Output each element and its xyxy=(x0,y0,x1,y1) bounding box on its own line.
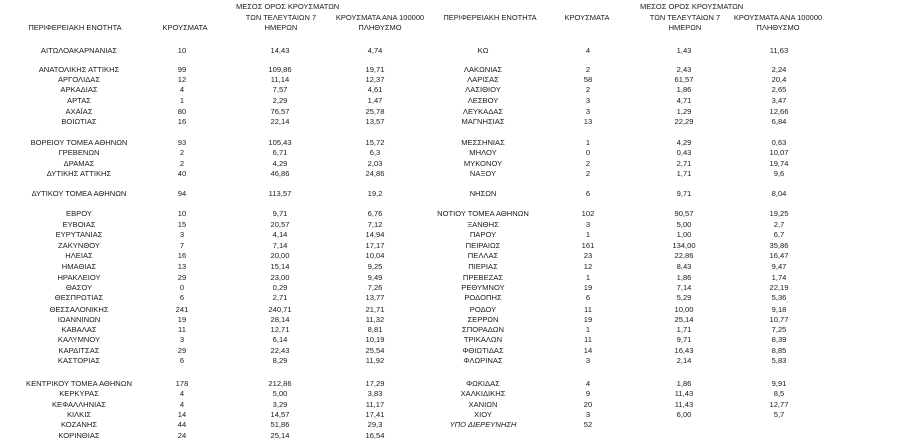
per-cell: 21,71 xyxy=(365,305,385,314)
per-cell: 1,74 xyxy=(771,273,787,282)
avg-cell: 22,29 xyxy=(674,117,694,126)
cases-cell: 14 xyxy=(177,410,187,419)
region-cell: ΕΒΡΟΥ xyxy=(66,209,92,218)
cases-cell: 80 xyxy=(177,107,187,116)
per-cell: 17,29 xyxy=(365,379,385,388)
per-cell: 1,47 xyxy=(367,96,383,105)
cases-cell: 1 xyxy=(585,325,591,334)
per-cell: 17,17 xyxy=(365,241,385,250)
cases-cell: 3 xyxy=(585,96,591,105)
header-cases-left: ΚΡΟΥΣΜΑΤΑ xyxy=(162,23,208,32)
cases-cell: 52 xyxy=(583,420,593,429)
per-cell: 5,83 xyxy=(771,356,787,365)
per-cell: 16,54 xyxy=(365,431,385,440)
avg-cell: 0,29 xyxy=(272,283,288,292)
per-cell: 6,7 xyxy=(773,230,785,239)
cases-cell: 161 xyxy=(581,241,595,250)
cases-cell: 3 xyxy=(179,230,185,239)
cases-cell: 6 xyxy=(585,189,591,198)
region-cell: ΛΕΣΒΟΥ xyxy=(467,96,499,105)
cases-cell: 7 xyxy=(179,241,185,250)
avg-cell: 1,86 xyxy=(676,273,692,282)
avg-cell: 22,86 xyxy=(674,251,694,260)
table-row xyxy=(0,292,900,303)
avg-cell: 0,43 xyxy=(676,148,692,157)
cases-cell: 2 xyxy=(585,65,591,74)
avg-cell: 11,43 xyxy=(674,389,694,398)
per-cell: 24,86 xyxy=(365,169,385,178)
avg-cell: 7,14 xyxy=(272,241,288,250)
cases-cell: 14 xyxy=(583,346,593,355)
table-row xyxy=(0,84,900,95)
region-cell: ΛΕΥΚΑΔΑΣ xyxy=(462,107,504,116)
per-cell: 9,6 xyxy=(773,169,785,178)
avg-cell: 23,00 xyxy=(270,273,290,282)
avg-cell: 22,43 xyxy=(270,346,290,355)
avg-cell: 2,29 xyxy=(272,96,288,105)
avg-cell: 105,43 xyxy=(268,138,292,147)
table-row xyxy=(0,250,900,261)
cases-cell: 19 xyxy=(583,315,593,324)
avg-cell: 2,14 xyxy=(676,356,692,365)
avg-cell: 1,71 xyxy=(676,325,692,334)
cases-cell: 11 xyxy=(584,305,592,314)
avg-cell: 28,14 xyxy=(270,315,290,324)
per-cell: 11,63 xyxy=(769,46,789,55)
region-cell: ΡΟΔΟΥ xyxy=(469,305,497,314)
per-cell: 6,84 xyxy=(771,117,787,126)
avg-cell: 7,14 xyxy=(676,283,692,292)
region-cell: ΝΟΤΙΟΥ ΤΟΜΕΑ ΑΘΗΝΩΝ xyxy=(437,209,529,218)
region-cell: ΗΡΑΚΛΕΙΟΥ xyxy=(57,273,101,282)
cases-cell: 3 xyxy=(585,410,591,419)
table-row xyxy=(0,116,900,127)
table-row xyxy=(0,229,900,240)
region-cell: ΗΜΑΘΙΑΣ xyxy=(61,262,97,271)
per-cell: 17,41 xyxy=(365,410,385,419)
cases-cell: 6 xyxy=(585,293,591,302)
cases-cell: 94 xyxy=(177,189,187,198)
per-cell: 9,91 xyxy=(771,379,787,388)
per-cell: 6,76 xyxy=(367,209,383,218)
table-row xyxy=(0,95,900,106)
avg-cell: 46,86 xyxy=(270,169,290,178)
cases-cell: 10 xyxy=(177,46,187,55)
per-cell: 12,37 xyxy=(365,75,385,84)
region-cell: ΚΕΝΤΡΙΚΟΥ ΤΟΜΕΑ ΑΘΗΝΩΝ xyxy=(26,379,132,388)
avg-cell: 2,43 xyxy=(676,65,692,74)
region-cell: ΦΛΩΡΙΝΑΣ xyxy=(463,356,503,365)
cases-cell: 2 xyxy=(179,148,185,157)
cases-cell: 1 xyxy=(585,138,591,147)
region-cell: ΞΑΝΘΗΣ xyxy=(467,220,499,229)
avg-cell: 1,86 xyxy=(676,379,692,388)
avg-cell: 25,14 xyxy=(674,315,694,324)
region-cell: ΠΕΛΛΑΣ xyxy=(467,251,499,260)
avg-cell: 2,71 xyxy=(676,159,692,168)
region-cell: ΝΗΣΩΝ xyxy=(469,189,497,198)
avg-cell: 212,86 xyxy=(268,379,292,388)
per-cell: 19,2 xyxy=(367,189,383,198)
region-cell: ΡΟΔΟΠΗΣ xyxy=(464,293,502,302)
per-cell: 11,32 xyxy=(365,315,385,324)
cases-cell: 29 xyxy=(177,346,187,355)
per-cell: 8,04 xyxy=(771,189,787,198)
avg-cell: 22,14 xyxy=(270,117,290,126)
cases-cell: 1 xyxy=(585,273,591,282)
header-avg-left-1: ΜΕΣΟΣ ΟΡΟΣ ΚΡΟΥΣΜΑΤΩΝ xyxy=(236,2,340,11)
avg-cell: 20,00 xyxy=(270,251,290,260)
region-cell: ΠΙΕΡΙΑΣ xyxy=(468,262,498,271)
per-cell: 5,7 xyxy=(773,410,785,419)
per-cell: 20,4 xyxy=(771,75,787,84)
region-cell: ΑΧΑΪΑΣ xyxy=(65,107,93,116)
avg-cell: 4,71 xyxy=(676,96,692,105)
header-region-right: ΠΕΡΙΦΕΡΕΙΑΚΗ ΕΝΟΤΗΤΑ xyxy=(443,13,537,22)
avg-cell: 3,29 xyxy=(272,400,288,409)
cases-cell: 2 xyxy=(179,159,185,168)
region-cell: ΜΥΚΟΝΟΥ xyxy=(463,159,503,168)
table-row xyxy=(0,168,900,179)
region-cell: ΚΕΦΑΛΛΗΝΙΑΣ xyxy=(51,400,107,409)
avg-cell: 4,29 xyxy=(272,159,288,168)
avg-cell: 7,57 xyxy=(272,85,288,94)
cases-cell: 4 xyxy=(585,379,591,388)
per-cell: 9,25 xyxy=(367,262,383,271)
cases-cell: 241 xyxy=(175,305,189,314)
cases-cell: 2 xyxy=(585,159,591,168)
per-cell: 35,86 xyxy=(769,241,789,250)
per-cell: 19,74 xyxy=(769,159,789,168)
header-per-right-2: ΠΛΗΘΥΣΜΟ xyxy=(756,23,800,32)
region-cell: ΡΕΘΥΜΝΟΥ xyxy=(461,283,505,292)
region-cell: ΚΕΡΚΥΡΑΣ xyxy=(59,389,99,398)
region-cell: ΘΕΣΣΑΛΟΝΙΚΗΣ xyxy=(49,305,109,314)
avg-cell: 134,00 xyxy=(672,241,696,250)
avg-cell: 20,57 xyxy=(270,220,290,229)
cases-cell: 3 xyxy=(585,356,591,365)
per-cell: 0,63 xyxy=(771,138,787,147)
table-row xyxy=(0,147,900,158)
per-cell: 25,78 xyxy=(365,107,385,116)
region-cell: ΘΑΣΟΥ xyxy=(65,283,93,292)
per-cell: 8,85 xyxy=(771,346,787,355)
region-cell: ΔΡΑΜΑΣ xyxy=(63,159,95,168)
region-cell: ΣΕΡΡΩΝ xyxy=(467,315,499,324)
avg-cell: 14,43 xyxy=(270,46,290,55)
cases-cell: 29 xyxy=(177,273,187,282)
table-row xyxy=(0,430,900,441)
header-avg-left-3: ΗΜΕΡΩΝ xyxy=(264,23,298,32)
per-cell: 12,66 xyxy=(769,107,789,116)
cases-cell: 0 xyxy=(179,283,185,292)
cases-cell: 20 xyxy=(583,400,593,409)
per-cell: 13,77 xyxy=(365,293,385,302)
region-cell: ΦΩΚΙΔΑΣ xyxy=(466,379,500,388)
avg-cell: 61,57 xyxy=(674,75,694,84)
per-cell: 12,77 xyxy=(769,400,789,409)
region-cell: ΒΟΙΩΤΙΑΣ xyxy=(61,117,97,126)
header-cases-right: ΚΡΟΥΣΜΑΤΑ xyxy=(564,13,610,22)
per-cell: 2,24 xyxy=(771,65,787,74)
region-cell: ΝΑΞΟΥ xyxy=(469,169,497,178)
avg-cell: 8,29 xyxy=(272,356,288,365)
cases-cell: 13 xyxy=(583,117,593,126)
per-cell: 13,57 xyxy=(365,117,385,126)
region-cell: ΑΝΑΤΟΛΙΚΗΣ ΑΤΤΙΚΗΣ xyxy=(38,65,120,74)
cases-cell: 99 xyxy=(177,65,187,74)
region-cell: ΚΩ xyxy=(477,46,489,55)
avg-cell: 1,86 xyxy=(676,85,692,94)
avg-cell: 6,71 xyxy=(272,148,288,157)
per-cell: 9,49 xyxy=(367,273,383,282)
cases-cell: 2 xyxy=(585,169,591,178)
cases-cell: 16 xyxy=(177,251,187,260)
per-cell: 7,26 xyxy=(367,283,383,292)
region-cell: ΜΑΓΝΗΣΙΑΣ xyxy=(461,117,505,126)
cases-cell: 3 xyxy=(585,220,591,229)
avg-cell: 4,29 xyxy=(676,138,692,147)
cases-cell: 6 xyxy=(179,293,185,302)
header-avg-right-1: ΜΕΣΟΣ ΟΡΟΣ ΚΡΟΥΣΜΑΤΩΝ xyxy=(640,2,744,11)
region-cell: ΒΟΡΕΙΟΥ ΤΟΜΕΑ ΑΘΗΝΩΝ xyxy=(30,138,128,147)
header-per-left-1: ΚΡΟΥΣΜΑΤΑ ΑΝΑ 100000 xyxy=(335,13,425,22)
region-cell: ΚΙΛΚΙΣ xyxy=(66,410,92,419)
avg-cell: 5,00 xyxy=(676,220,692,229)
avg-cell: 10,00 xyxy=(674,305,694,314)
avg-cell: 8,43 xyxy=(676,262,692,271)
cases-cell: 4 xyxy=(179,400,185,409)
per-cell: 10,77 xyxy=(769,315,789,324)
region-cell: ΓΡΕΒΕΝΩΝ xyxy=(58,148,100,157)
region-cell: ΑΡΓΟΛΙΔΑΣ xyxy=(57,75,101,84)
table-row xyxy=(0,208,900,219)
per-cell: 10,04 xyxy=(365,251,385,260)
region-cell: ΚΑΣΤΟΡΙΑΣ xyxy=(57,356,101,365)
avg-cell: 12,71 xyxy=(270,325,290,334)
avg-cell: 113,57 xyxy=(268,189,292,198)
region-cell: ΚΟΡΙΝΘΙΑΣ xyxy=(58,431,100,440)
region-cell: ΤΡΙΚΑΛΩΝ xyxy=(463,335,503,344)
cases-cell: 2 xyxy=(585,85,591,94)
avg-cell: 5,00 xyxy=(272,389,288,398)
region-cell: ΗΛΕΙΑΣ xyxy=(65,251,93,260)
avg-cell: 2,71 xyxy=(272,293,288,302)
avg-cell: 90,57 xyxy=(674,209,694,218)
region-cell: ΠΕΙΡΑΙΩΣ xyxy=(465,241,501,250)
region-cell: ΠΡΕΒΕΖΑΣ xyxy=(462,273,504,282)
avg-cell: 11,43 xyxy=(674,400,694,409)
region-cell: ΖΑΚΥΝΘΟΥ xyxy=(58,241,100,250)
table-row xyxy=(0,261,900,272)
per-cell: 15,72 xyxy=(365,138,385,147)
cases-cell: 24 xyxy=(177,431,187,440)
per-cell: 25,54 xyxy=(365,346,385,355)
cases-cell: 0 xyxy=(585,148,591,157)
per-cell: 2,65 xyxy=(771,85,787,94)
cases-cell: 102 xyxy=(581,209,595,218)
per-cell: 11,92 xyxy=(365,356,385,365)
region-cell: ΥΠΟ ΔΙΕΡΕΥΝΗΣΗ xyxy=(449,420,517,429)
avg-cell: 15,14 xyxy=(270,262,290,271)
per-cell: 14,94 xyxy=(365,230,385,239)
per-cell: 8,39 xyxy=(771,335,787,344)
cases-cell: 15 xyxy=(177,220,187,229)
cases-cell: 3 xyxy=(179,335,185,344)
region-cell: ΕΥΒΟΙΑΣ xyxy=(62,220,96,229)
avg-cell: 6,14 xyxy=(272,335,288,344)
region-cell: ΣΠΟΡΑΔΩΝ xyxy=(462,325,504,334)
region-cell: ΜΗΛΟΥ xyxy=(469,148,497,157)
per-cell: 4,74 xyxy=(367,46,383,55)
avg-cell: 76,57 xyxy=(270,107,290,116)
region-cell: ΕΥΡΥΤΑΝΙΑΣ xyxy=(55,230,103,239)
per-cell: 19,71 xyxy=(365,65,385,74)
cases-cell: 1 xyxy=(179,96,185,105)
avg-cell: 9,71 xyxy=(272,209,288,218)
per-cell: 6,3 xyxy=(369,148,381,157)
cases-cell: 6 xyxy=(179,356,185,365)
cases-cell: 13 xyxy=(177,262,187,271)
per-cell: 22,19 xyxy=(769,283,789,292)
cases-cell: 23 xyxy=(583,251,593,260)
cases-cell: 4 xyxy=(179,389,185,398)
cases-cell: 4 xyxy=(585,46,591,55)
avg-cell: 109,86 xyxy=(268,65,292,74)
cases-cell: 1 xyxy=(585,230,591,239)
per-cell: 5,36 xyxy=(771,293,787,302)
region-cell: ΧΑΛΚΙΔΙΚΗΣ xyxy=(460,389,506,398)
per-cell: 29,3 xyxy=(367,420,383,429)
avg-cell: 1,29 xyxy=(676,107,692,116)
region-cell: ΛΑΡΙΣΑΣ xyxy=(467,75,499,84)
per-cell: 3,83 xyxy=(367,389,383,398)
table-row xyxy=(0,388,900,399)
per-cell: 2,7 xyxy=(773,220,785,229)
region-cell: ΔΥΤΙΚΟΥ ΤΟΜΕΑ ΑΘΗΝΩΝ xyxy=(31,189,127,198)
avg-cell: 5,29 xyxy=(676,293,692,302)
avg-cell: 25,14 xyxy=(270,431,290,440)
region-cell: ΜΕΣΣΗΝΙΑΣ xyxy=(461,138,505,147)
per-cell: 7,25 xyxy=(771,325,787,334)
header-region-left: ΠΕΡΙΦΕΡΕΙΑΚΗ ΕΝΟΤΗΤΑ xyxy=(28,23,122,32)
avg-cell: 16,43 xyxy=(674,346,694,355)
avg-cell: 14,57 xyxy=(270,410,290,419)
per-cell: 7,12 xyxy=(367,220,383,229)
per-cell: 16,47 xyxy=(769,251,789,260)
region-cell: ΠΑΡΟΥ xyxy=(469,230,497,239)
per-cell: 9,47 xyxy=(771,262,787,271)
region-cell: ΔΥΤΙΚΗΣ ΑΤΤΙΚΗΣ xyxy=(46,169,112,178)
cases-cell: 11 xyxy=(584,335,592,344)
header-per-left-2: ΠΛΗΘΥΣΜΟ xyxy=(358,23,402,32)
avg-cell: 1,71 xyxy=(676,169,692,178)
avg-cell: 240,71 xyxy=(268,305,292,314)
cases-cell: 40 xyxy=(177,169,187,178)
avg-cell: 1,43 xyxy=(676,46,692,55)
cases-cell: 9 xyxy=(585,389,591,398)
table-row xyxy=(0,419,900,430)
cases-cell: 12 xyxy=(177,75,187,84)
cases-cell: 178 xyxy=(175,379,189,388)
region-cell: ΛΑΚΩΝΙΑΣ xyxy=(463,65,503,74)
cases-cell: 11 xyxy=(178,325,186,334)
region-cell: ΛΑΣΙΘΙΟΥ xyxy=(465,85,501,94)
cases-cell: 58 xyxy=(583,75,593,84)
region-cell: ΚΟΖΑΝΗΣ xyxy=(60,420,98,429)
region-cell: ΦΘΙΩΤΙΔΑΣ xyxy=(462,346,504,355)
region-cell: ΧΙΟΥ xyxy=(474,410,492,419)
region-cell: ΑΡΚΑΔΙΑΣ xyxy=(60,85,98,94)
cases-cell: 12 xyxy=(583,262,593,271)
cases-cell: 19 xyxy=(177,315,187,324)
avg-cell: 51,86 xyxy=(270,420,290,429)
per-cell: 8,5 xyxy=(773,389,785,398)
avg-cell: 4,14 xyxy=(272,230,288,239)
cases-cell: 93 xyxy=(177,138,187,147)
region-cell: ΑΡΤΑΣ xyxy=(67,96,91,105)
region-cell: ΙΩΑΝΝΙΝΩΝ xyxy=(57,315,101,324)
per-cell: 10,19 xyxy=(365,335,385,344)
cases-cell: 10 xyxy=(177,209,187,218)
avg-cell: 9,71 xyxy=(676,189,692,198)
per-cell: 19,25 xyxy=(769,209,789,218)
region-cell: ΑΙΤΩΛΟΑΚΑΡΝΑΝΙΑΣ xyxy=(40,46,118,55)
avg-cell: 9,71 xyxy=(676,335,692,344)
per-cell: 10,07 xyxy=(769,148,789,157)
table-row xyxy=(0,188,900,199)
per-cell: 9,18 xyxy=(771,305,787,314)
cases-cell: 4 xyxy=(179,85,185,94)
table-row xyxy=(0,45,900,56)
table-row xyxy=(0,334,900,345)
avg-cell: 11,14 xyxy=(270,75,290,84)
table-row xyxy=(0,355,900,366)
per-cell: 8,81 xyxy=(367,325,383,334)
cases-cell: 44 xyxy=(177,420,187,429)
cases-cell: 19 xyxy=(583,283,593,292)
header-avg-left-2: ΤΩΝ ΤΕΛΕΥΤΑΙΩΝ 7 xyxy=(245,13,317,22)
region-cell: ΘΕΣΠΡΩΤΙΑΣ xyxy=(54,293,104,302)
per-cell: 3,47 xyxy=(771,96,787,105)
header-avg-right-3: ΗΜΕΡΩΝ xyxy=(668,23,702,32)
per-cell: 11,17 xyxy=(365,400,385,409)
region-cell: ΚΑΛΥΜΝΟΥ xyxy=(57,335,101,344)
region-cell: ΚΑΒΑΛΑΣ xyxy=(61,325,97,334)
region-cell: ΚΑΡΔΙΤΣΑΣ xyxy=(58,346,100,355)
avg-cell: 6,00 xyxy=(676,410,692,419)
avg-cell: 1,00 xyxy=(676,230,692,239)
header-per-right-1: ΚΡΟΥΣΜΑΤΑ ΑΝΑ 100000 xyxy=(733,13,823,22)
header-avg-right-2: ΤΩΝ ΤΕΛΕΥΤΑΙΩΝ 7 xyxy=(649,13,721,22)
cases-cell: 16 xyxy=(177,117,187,126)
per-cell: 2,03 xyxy=(367,159,383,168)
cases-cell: 3 xyxy=(585,107,591,116)
per-cell: 4,61 xyxy=(367,85,383,94)
region-cell: ΧΑΝΙΩΝ xyxy=(468,400,498,409)
